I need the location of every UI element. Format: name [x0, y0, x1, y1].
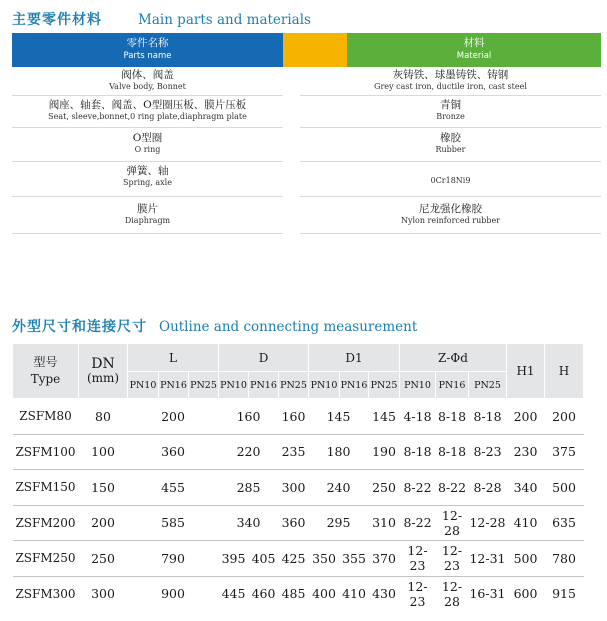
- part-name-cn: 弹簧、轴: [126, 165, 169, 177]
- dimensions-section-title: [12, 316, 417, 336]
- dn-cell: 80: [79, 399, 128, 435]
- h-cell: 635: [545, 505, 584, 541]
- h-cell: 200: [545, 399, 584, 435]
- z-cell: 8-23: [469, 434, 507, 470]
- d-cell: 220: [219, 434, 279, 470]
- l-cell: 200: [128, 399, 219, 435]
- dn-cell: 250: [79, 541, 128, 577]
- h1-cell: 500: [507, 541, 545, 577]
- d1-cell: 250: [369, 470, 400, 506]
- type-cell: ZSFM100: [13, 434, 79, 470]
- parts-title-en: Main parts and materials: [138, 12, 311, 28]
- parts-title-cn: 主要零件材料: [12, 12, 102, 28]
- d1-cell: 180: [309, 434, 369, 470]
- d1-cell: 295: [309, 505, 369, 541]
- material-en: Rubber: [435, 145, 466, 154]
- dimensions-table: [12, 343, 584, 611]
- d-cell: 425: [279, 541, 309, 577]
- d-header: D: [219, 344, 309, 372]
- z-cell: 8-22: [400, 505, 436, 541]
- dn-cell: 100: [79, 434, 128, 470]
- table-row: [13, 399, 584, 435]
- material-en: Nylon reinforced rubber: [400, 216, 501, 225]
- row-divider: [300, 161, 601, 162]
- d1-cell: 400: [312, 586, 336, 602]
- h-cell: 500: [545, 470, 584, 506]
- pn-header: PN10: [309, 372, 340, 399]
- h-cell: 780: [545, 541, 584, 577]
- material-header-en: Material: [456, 51, 492, 61]
- z-cell: 12-23: [436, 541, 469, 577]
- h1-cell: 200: [507, 399, 545, 435]
- d-cell: 360: [279, 505, 309, 541]
- material-en: Grey cast iron, ductile iron, cast steel: [374, 82, 527, 91]
- part-name-cn: 阀座、轴套、阀盖、O型圈压板、膜片压板: [48, 99, 247, 111]
- d-cell: 460: [251, 586, 276, 602]
- table-row: [13, 505, 584, 541]
- d-cell: 300: [279, 470, 309, 506]
- part-name-en: Spring, axle: [123, 178, 172, 187]
- z-cell: 12-28: [436, 505, 469, 541]
- dn-header-unit: (mm): [86, 371, 120, 385]
- material-header: [347, 33, 601, 67]
- row-divider: [300, 196, 601, 197]
- d1-cell: 430: [372, 586, 396, 602]
- type-header: [13, 344, 79, 399]
- d1-cell: 370: [369, 541, 400, 577]
- h1-cell: 340: [507, 470, 545, 506]
- z-cell: 12-23: [407, 578, 428, 609]
- dimensions-title-en: Outline and connecting measurement: [159, 319, 418, 335]
- type-cell: ZSFM300: [15, 586, 76, 601]
- parts-name-header-en: Parts name: [123, 51, 172, 61]
- dimensions-title-cn: 外型尺寸和连接尺寸: [12, 319, 147, 335]
- h1-cell: 410: [507, 505, 545, 541]
- parts-name-header: [12, 33, 283, 67]
- row-divider: [300, 95, 601, 96]
- z-cell: 8-18: [469, 399, 507, 435]
- d-cell: 485: [281, 586, 306, 602]
- material-cn: 青铜: [440, 99, 461, 111]
- pn-header: PN25: [189, 372, 219, 399]
- z-cell: 8-18: [436, 399, 469, 435]
- l-cell: 790: [128, 541, 219, 577]
- d1-cell: 310: [369, 505, 400, 541]
- table-row: [13, 541, 584, 577]
- table-row: [13, 434, 584, 470]
- z-cell: 16-31: [469, 586, 506, 602]
- d1-cell: 350: [309, 541, 340, 577]
- material-cn: 尼龙强化橡胶: [419, 203, 482, 215]
- dn-header-label: DN: [91, 356, 115, 372]
- z-cell: 8-18: [436, 434, 469, 470]
- d-cell: 235: [279, 434, 309, 470]
- d-cell: 395: [219, 541, 249, 577]
- l-cell: 455: [128, 470, 219, 506]
- d-cell: 160: [279, 399, 309, 435]
- part-name-cn: 膜片: [137, 203, 158, 215]
- d-cell: 160: [219, 399, 279, 435]
- parts-name-header-cn: 零件名称: [126, 37, 169, 49]
- z-cell: 12-23: [400, 541, 436, 577]
- material-cn: 灰铸铁、球墨铸铁、铸钢: [392, 69, 509, 81]
- parts-table-header: [12, 33, 601, 67]
- part-name-en: O ring: [134, 145, 161, 154]
- part-name-cn: 阀体、阀盖: [121, 69, 174, 81]
- l-cell: 585: [128, 505, 219, 541]
- row-divider: [300, 127, 601, 128]
- part-name-en: Valve body, Bonnet: [109, 82, 186, 91]
- d-cell: 405: [249, 541, 279, 577]
- l-cell: 900: [161, 586, 185, 602]
- d1-header: D1: [309, 344, 400, 372]
- z-cell: 4-18: [400, 399, 436, 435]
- type-cell: ZSFM200: [13, 505, 79, 541]
- z-cell: 8-22: [400, 470, 436, 506]
- h-cell: 375: [545, 434, 584, 470]
- z-cell: 8-28: [469, 470, 507, 506]
- header-divider-block: [283, 33, 347, 67]
- part-name-cn: O型圈: [132, 132, 163, 144]
- z-cell: 12-31: [469, 541, 507, 577]
- d1-cell: 145: [309, 399, 369, 435]
- row-divider: [12, 127, 283, 128]
- material-cn: 橡胶: [440, 132, 461, 144]
- type-cell: ZSFM250: [13, 541, 79, 577]
- material-en: 0Cr18Ni9: [430, 176, 471, 185]
- pn-header: PN16: [159, 372, 189, 399]
- z-cell: 12-28: [469, 505, 507, 541]
- d1-cell: 355: [340, 541, 369, 577]
- dn-cell: 300: [91, 586, 115, 602]
- z-cell: 8-18: [400, 434, 436, 470]
- d-cell: 445: [221, 586, 246, 602]
- pn-header: PN16: [436, 372, 469, 399]
- h1-cell: 230: [507, 434, 545, 470]
- d-cell: 285: [219, 470, 279, 506]
- d1-cell: 410: [342, 586, 366, 602]
- d1-cell: 240: [309, 470, 369, 506]
- row-divider: [12, 196, 283, 197]
- z-cell: 12-28: [441, 578, 463, 609]
- h1-header: H1: [507, 344, 545, 399]
- table-row: [13, 470, 584, 506]
- pn-header: PN10: [128, 372, 159, 399]
- h-cell: 915: [552, 586, 576, 602]
- pn-header: PN16: [249, 372, 279, 399]
- parts-section-title: [12, 9, 311, 29]
- dn-cell: 200: [79, 505, 128, 541]
- type-cell: ZSFM80: [13, 399, 79, 435]
- h-header: H: [545, 344, 584, 399]
- h1-cell: 600: [513, 586, 538, 602]
- material-header-cn: 材料: [463, 37, 485, 49]
- pn-header: PN25: [279, 372, 309, 399]
- row-divider: [12, 161, 283, 162]
- l-cell: 360: [128, 434, 219, 470]
- pn-header: PN25: [469, 372, 507, 399]
- row-divider: [12, 95, 283, 96]
- l-header: L: [128, 344, 219, 372]
- material-en: Bronze: [436, 112, 465, 121]
- part-name-en: Seat, sleeve,bonnet,0 ring plate,diaphragm plate: [48, 112, 247, 121]
- d1-cell: 145: [369, 399, 400, 435]
- z-phi-d-header: Z-Φd: [400, 344, 507, 372]
- table-row: [13, 576, 584, 611]
- dn-header: [79, 344, 128, 399]
- type-cell: ZSFM150: [13, 470, 79, 506]
- pn-header: PN16: [340, 372, 369, 399]
- type-header-en: Type: [30, 372, 61, 386]
- row-divider: [300, 233, 601, 234]
- d-cell: 340: [219, 505, 279, 541]
- d1-cell: 190: [369, 434, 400, 470]
- pn-header: PN10: [400, 372, 436, 399]
- type-header-cn: 型号: [33, 355, 58, 369]
- z-cell: 8-22: [436, 470, 469, 506]
- dn-cell: 150: [79, 470, 128, 506]
- row-divider: [12, 233, 283, 234]
- pn-header: PN25: [369, 372, 400, 399]
- pn-header: PN10: [219, 372, 249, 399]
- part-name-en: Diaphragm: [124, 216, 171, 225]
